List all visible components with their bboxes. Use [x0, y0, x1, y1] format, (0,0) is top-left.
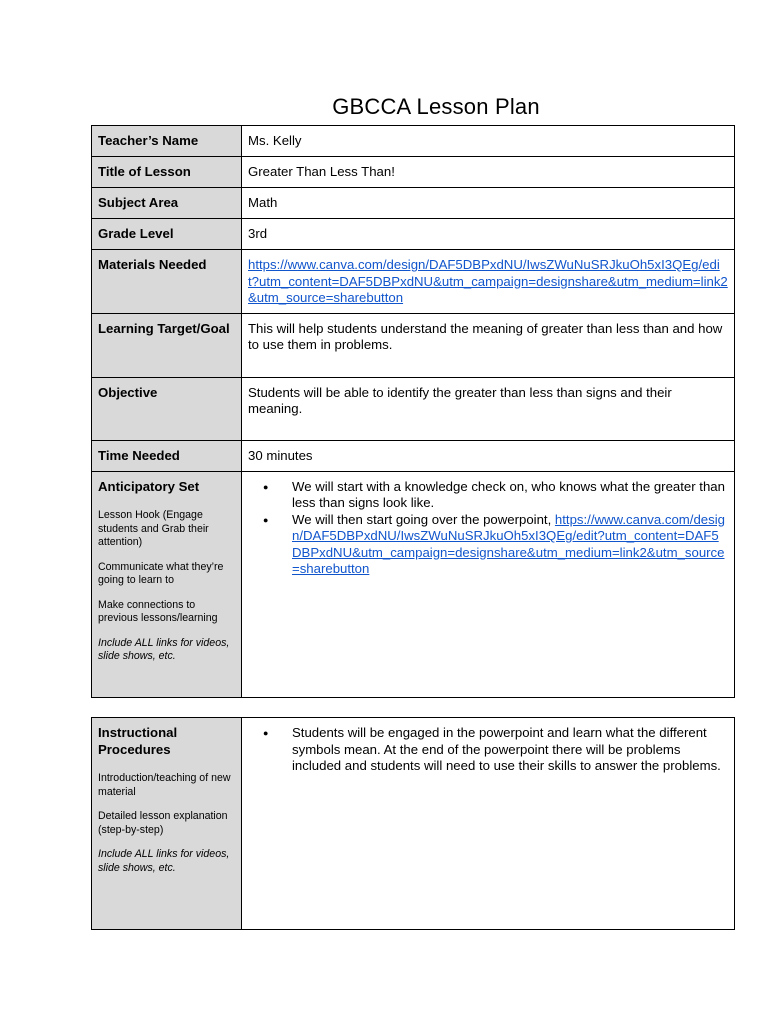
connections-note: Make connections to previous lessons/learning — [98, 598, 218, 624]
anticipatory-set-label-cell — [92, 471, 242, 697]
learning-target-value: This will help students understand the meaning of greater than less than and how to use them in problems. — [242, 313, 735, 377]
instructional-procedures-label: Instructional Procedures — [98, 725, 178, 757]
anticipatory-set-label: Anticipatory Set — [98, 478, 200, 494]
instructional-procedures-list — [248, 725, 728, 775]
list-item: ● Students will be engaged in the powerpoint and learn what the different symbols mean. At the end of the powerpoint there will be problems included and students will need to use their skills to answer the problems. — [292, 725, 728, 775]
materials-link[interactable]: https://www.canva.com/design/DAF5DBPxdNU/IwsZWuNuSRJkuOh5xI3QEg/edit?utm_content=DAF5DBPxdNU&utm_campaign=designshare&utm_medium=link2&utm_source=sharebutton — [248, 257, 728, 305]
document-title: GBCCA Lesson Plan — [332, 94, 540, 119]
lesson-plan-table — [91, 125, 735, 698]
detailed-explanation-note: Detailed lesson explanation (step-by-step) — [98, 810, 228, 836]
grade-level-label: Grade Level — [92, 219, 242, 250]
subject-area-label: Subject Area — [92, 188, 242, 219]
introduction-note: Introduction/teaching of new material — [98, 772, 231, 798]
include-links-note: Include ALL links for videos, slide shows, etc. — [98, 636, 230, 662]
lesson-title-value: Greater Than Less Than! — [242, 157, 735, 188]
grade-level-value: 3rd — [242, 219, 735, 250]
row-objective — [92, 377, 735, 440]
anticipatory-set-list — [248, 479, 728, 578]
teacher-name-label: Teacher’s Name — [92, 126, 242, 157]
row-learning-target — [92, 313, 735, 377]
row-anticipatory-set — [92, 471, 735, 697]
instructional-procedures-table — [91, 717, 735, 930]
list-item — [292, 512, 728, 578]
instructional-procedures-label-cell — [92, 718, 242, 930]
materials-needed-label: Materials Needed — [92, 250, 242, 314]
row-time-needed — [92, 440, 735, 471]
row-lesson-title — [92, 157, 735, 188]
materials-needed-value — [242, 250, 735, 314]
row-teacher-name — [92, 126, 735, 157]
row-subject-area — [92, 188, 735, 219]
instructional-procedures-value — [242, 718, 735, 930]
objective-value: Students will be able to identify the greater than less than signs and their meaning. — [242, 377, 735, 440]
lesson-hook-note: Lesson Hook (Engage students and Grab their attention) — [98, 509, 209, 548]
learning-target-label: Learning Target/Goal — [92, 313, 242, 377]
teacher-name-value: Ms. Kelly — [242, 126, 735, 157]
include-links-note: Include ALL links for videos, slide shows, etc. — [98, 848, 230, 874]
communicate-note: Communicate what they’re going to learn to — [98, 560, 224, 586]
row-materials-needed — [92, 250, 735, 314]
subject-area-value: Math — [242, 188, 735, 219]
time-needed-label: Time Needed — [92, 440, 242, 471]
list-item: ● We will start with a knowledge check on, who knows what the greater than less than signs look like. — [292, 479, 728, 512]
row-instructional-procedures — [92, 718, 735, 930]
time-needed-value: 30 minutes — [242, 440, 735, 471]
row-grade-level — [92, 219, 735, 250]
anticipatory-set-value — [242, 471, 735, 697]
lesson-title-label: Title of Lesson — [92, 157, 242, 188]
objective-label: Objective — [92, 377, 242, 440]
powerpoint-link[interactable]: https://www.canva.com/design/DAF5DBPxdNU/IwsZWuNuSRJkuOh5xI3QEg/edit?utm_content=DAF5DBPxdNU&utm_campaign=designshare&utm_medium=link2&utm_source=sharebutton — [292, 511, 725, 576]
list-item-text: We will then start going over the powerpoint, — [292, 511, 552, 527]
